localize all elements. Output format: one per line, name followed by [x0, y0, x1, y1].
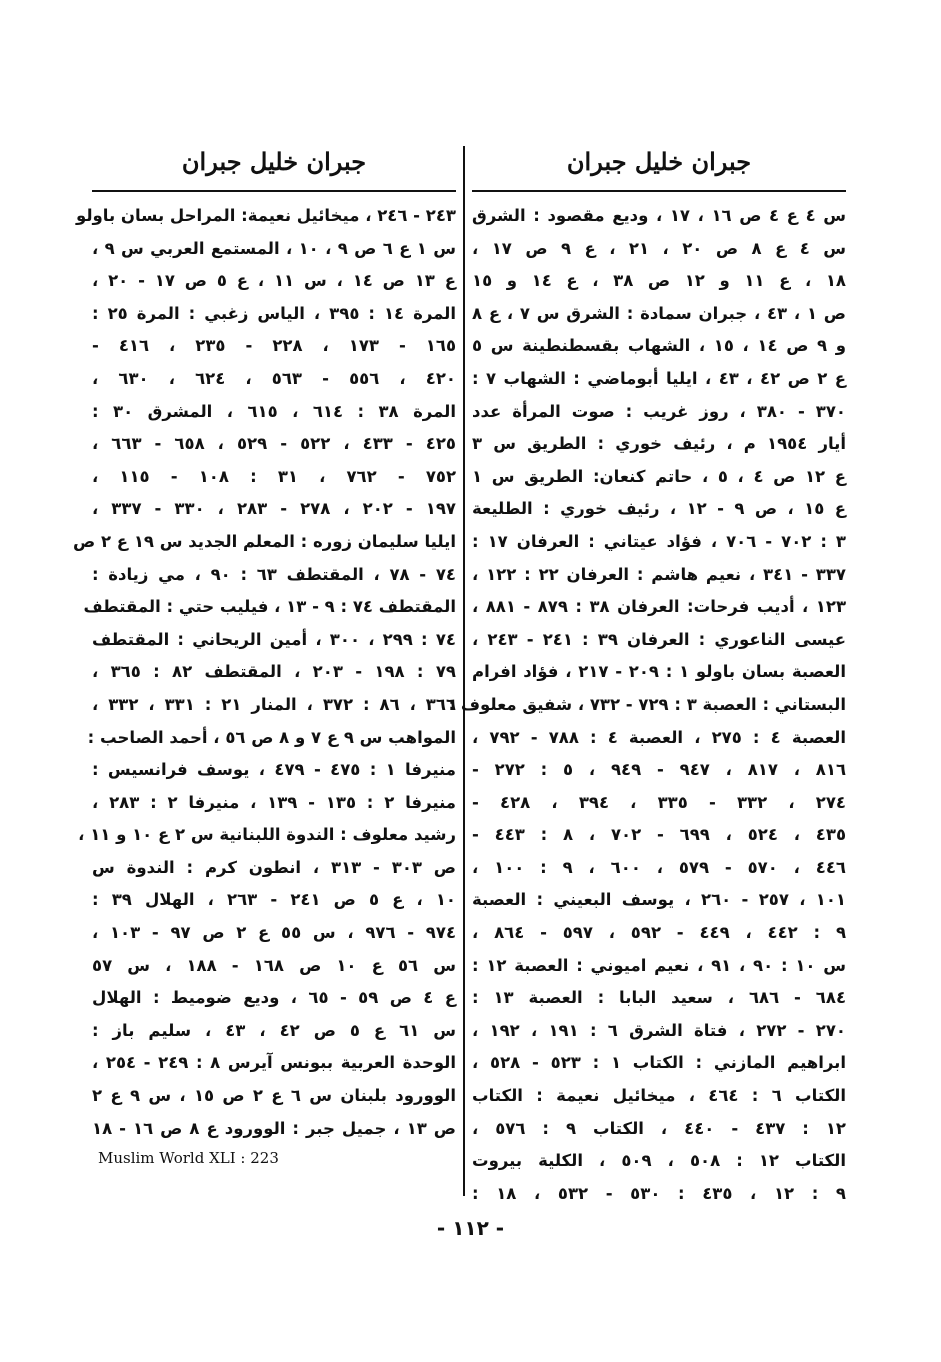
text-line: س ٥٦ ع ١٠ ص ١٦٨ - ١٨٨ ، س ٥٧ [92, 955, 457, 975]
text-line: ١٠١ ، ٢٥٧ - ٢٦٠ ، يوسف البعيني : العصبة [472, 890, 846, 910]
column-divider [463, 146, 465, 1196]
text-line: ٧٤ - ٧٨ ، المقتطف ٦٣ : ٩٠ ، مي زيادة : [92, 564, 456, 584]
text-line: ايليا سليمان زوره : المعلم الجديد س ١٩ ع ٢ ص [73, 531, 456, 551]
left-column [73, 140, 457, 1169]
text-line: ٤٢٠ ، ٥٥٦ - ٥٦٣ ، ٦٢٤ ، ٦٣٠ ، [92, 368, 456, 388]
text-line: أيار ١٩٥٤ م ، رئيف خوري : الطريق س ٣ [472, 434, 846, 454]
text-line: ع ١٥ ، ص ٩ - ١٢ ، رئيف خوري : الطليعة [472, 499, 846, 519]
page-number: - ١١٢ - [436, 1216, 505, 1240]
right-column [448, 140, 847, 1210]
text-line: ٤٤٦ ، ٥٧٠ - ٥٧٩ ، ٦٠٠ ، ٩ : ١٠٠ ، [472, 857, 846, 877]
text-line: ٤٢٥ - ٤٣٣ ، ٥٢٢ - ٥٢٩ ، ٦٥٨ - ٦٦٣ ، [92, 434, 456, 454]
text-line: ٩ : ١٢ ، ٤٣٥ : ٥٣٠ - ٥٣٢ ، ١٨ : [472, 1183, 846, 1203]
text-line: الكتاب ٦ : ٤٦٤ ، ميخائيل نعيمة : الكتاب [472, 1086, 847, 1106]
text-line: ع ١٣ ص ١٤ ، س ١١ ، ع ٥ ص ١٧ - ٢٠ ، [92, 271, 456, 291]
text-line: ٣٣٧ - ٣٤١ ، نعيم هاشم : العرفان ٢٢ : ١٢٢ ، [472, 564, 846, 584]
text-line: ص ٣٠٣ - ٣١٣ ، انطون كرم : الندوة س [92, 857, 456, 877]
text-line: الوحدة العربية ببونس آيرس ٨ : ٢٤٩ - ٢٥٤ ، [92, 1053, 457, 1073]
text-line: ع ٤ ص ٥٩ - ٦٥ ، وديع ضوميط : الهلال [92, 988, 457, 1008]
left-column-header: جبران خليل جبران [181, 147, 367, 176]
text-line: ٩ : ٤٤٢ ، ٤٤٩ - ٥٩٢ ، ٥٩٧ - ٨٦٤ ، [472, 923, 847, 943]
text-line: ٧٩ : ١٩٨ - ٢٠٣ ، المقتطف ٨٢ : ٣٦٥ ، [92, 662, 456, 682]
text-line: ٢٤٣ - ٢٤٦ ، ميخائيل نعيمة: المراحل بسان باولو [75, 206, 456, 225]
text-line: ع ١٢ ص ٤ ، ٥ ، حاتم كنعان: الطريق س ١ [472, 466, 846, 486]
text-line: المرة ٣٨ : ٦١٤ ، ٦١٥ ، المشرق ٣٠ : [92, 401, 456, 421]
right-column-text [448, 200, 847, 1210]
text-line: الوورود بلبنان س ٦ ع ٢ ص ١٥ ، س ٩ ع ٢ [92, 1086, 456, 1106]
text-line: ٦٨٤ - ٦٨٦ ، سعيد البابا : العصبة ١٣ : [472, 988, 847, 1008]
text-line: ٧٥٢ - ٧٦٢ ، ٣١ : ١٠٨ - ١١٥ ، [92, 466, 457, 486]
text-line: س ٦١ ع ٥ ص ٤٢ ، ٤٣ ، سليم باز : [92, 1020, 457, 1040]
text-line: منيرفا ١ : ٤٧٥ - ٤٧٩ ، يوسف فرانسيس : [92, 760, 457, 780]
text-line: ١٦٥ - ١٧٣ ، ٢٢٨ - ٢٣٥ ، ٤١٦ - [92, 336, 457, 356]
text-line: ابراهيم المازني : الكتاب ١ : ٥٢٣ - ٥٢٨ ، [472, 1053, 847, 1073]
text-line: منيرفا ٢ : ١٣٥ - ١٣٩ ، منيرفا ٢ : ٢٨٣ ، [92, 792, 457, 812]
text-line: المرة ١٤ : ٣٩٥ ، الياس زغبي : المرة ٢٥ : [92, 303, 457, 323]
text-line: ١٩٧ - ٢٠٢ ، ٢٧٨ - ٢٨٣ ، ٣٣٠ - ٣٣٧ ، [92, 499, 456, 519]
text-line: ص ١ ، ٤٣ ، جبران سمادة : الشرق س ٧ ، ع ٨ [472, 303, 846, 323]
text-line: الكتاب ١٢ : ٥٠٨ ، ٥٠٩ ، الكلية بيروت [472, 1151, 846, 1171]
right-header-rule [472, 190, 846, 192]
text-line: ٩٧٤ - ٩٧٦ ، س ٥٥ ع ٢ ص ٩٧ - ١٠٣ ، [92, 923, 457, 943]
text-line: البستاني : العصبة ٣ : ٧٢٩ - ٧٣٢ ، شفيق معلوف : [448, 694, 846, 714]
left-column-text [73, 200, 457, 1145]
text-line: ٢٧٠ - ٢٧٢ ، فتاة الشرق ٦ : ١٩١ ، ١٩٢ ، [472, 1020, 846, 1040]
text-line: و ٩ ص ١٤ ، ١٥ ، الشهاب بقسطنطينة س ٥ [472, 336, 846, 356]
right-column-header: جبران خليل جبران [566, 147, 752, 176]
left-header-rule [92, 190, 456, 192]
text-line: ٣٧٠ - ٣٨٠ ، روز غريب : صوت المرأة عدد [472, 401, 846, 421]
text-line: س ٤ ع ٨ ص ٢٠ ، ٢١ ، ع ٩ ص ١٧ ، [472, 238, 847, 258]
text-line: رشيد معلوف : الندوة اللبنانية س ٢ ع ١٠ و ١١ ، [78, 825, 456, 845]
text-line: العصبة بسان باولو ١ : ٢٠٩ - ٢١٧ ، فؤاد افرام [472, 662, 846, 682]
text-line: ٨١٦ ، ٨١٧ ، ٩٤٧ - ٩٤٩ ، ٥ : ٢٧٢ - [472, 760, 847, 780]
text-line: المقتطف ٧٤ : ٩ - ١٣ ، فيليب حتي : المقتطف [83, 597, 456, 617]
text-line: ٢٧٤ ، ٣٣٢ - ٣٣٥ ، ٣٩٤ ، ٤٢٨ - [472, 792, 846, 812]
text-line: المواهب س ٩ ع ٧ و ٨ ص ٥٦ ، أحمد الصاحب : [87, 727, 456, 747]
text-line: ٣٦٦ ، ٨٦ : ٣٧٢ ، المنار ٢١ : ٣٣١ ، ٣٣٢ ، [92, 694, 457, 714]
text-line: س ١٠ : ٩٠ ، ٩١ ، نعيم اميوني : العصبة ١٢ : [472, 955, 846, 975]
text-line: ٣ : ٧٠٢ - ٧٠٦ ، فؤاد عيتاني : العرفان ١٧ : [472, 531, 846, 551]
text-line: س ٤ ع ٤ ص ١٦ ، ١٧ ، وديع مقصود : الشرق [472, 206, 847, 225]
text-line: عيسى الناعوري : العرفان ٣٩ : ٢٤١ - ٢٤٣ ، [472, 629, 847, 649]
text-line: ٤٣٥ ، ٥٢٤ ، ٦٩٩ - ٧٠٢ ، ٨ : ٤٤٣ - [472, 825, 847, 845]
text-line: ١٢ : ٤٣٧ - ٤٤٠ ، الكتاب ٩ : ٥٧٦ ، [472, 1118, 847, 1138]
text-line: ١٨ ، ع ١١ و ١٢ ص ٣٨ ، ع ١٤ و ١٥ [472, 271, 846, 291]
text-line: العصبة ٤ : ٢٧٥ ، العصبة ٤ : ٧٨٨ - ٧٩٢ ، [472, 727, 846, 747]
text-line: ٧٤ : ٢٩٩ ، ٣٠٠ ، أمين الريحاني : المقتطف [92, 629, 457, 649]
text-line: ص ١٣ ، جميل جبر : الوورود ع ٨ ص ١٦ - ١٨ [92, 1118, 456, 1138]
footnote: Muslim World XLI : 223 [98, 1149, 279, 1168]
text-line: ١٠ ، ع ٥ ص ٢٤١ - ٢٦٣ ، الهلال ٣٩ : [92, 890, 457, 910]
text-line: ع ٢ ص ٤٢ ، ٤٣ ، ايليا أبوماضي : الشهاب ٧ : [472, 368, 847, 388]
text-line: س ١ ع ٦ ص ٩ ، ١٠ ، المستمع العربي س ٩ ، [92, 238, 456, 258]
text-line: ١٢٣ ، أديب فرحات: العرفان ٣٨ : ٨٧٩ - ٨٨١ ، [472, 597, 847, 617]
